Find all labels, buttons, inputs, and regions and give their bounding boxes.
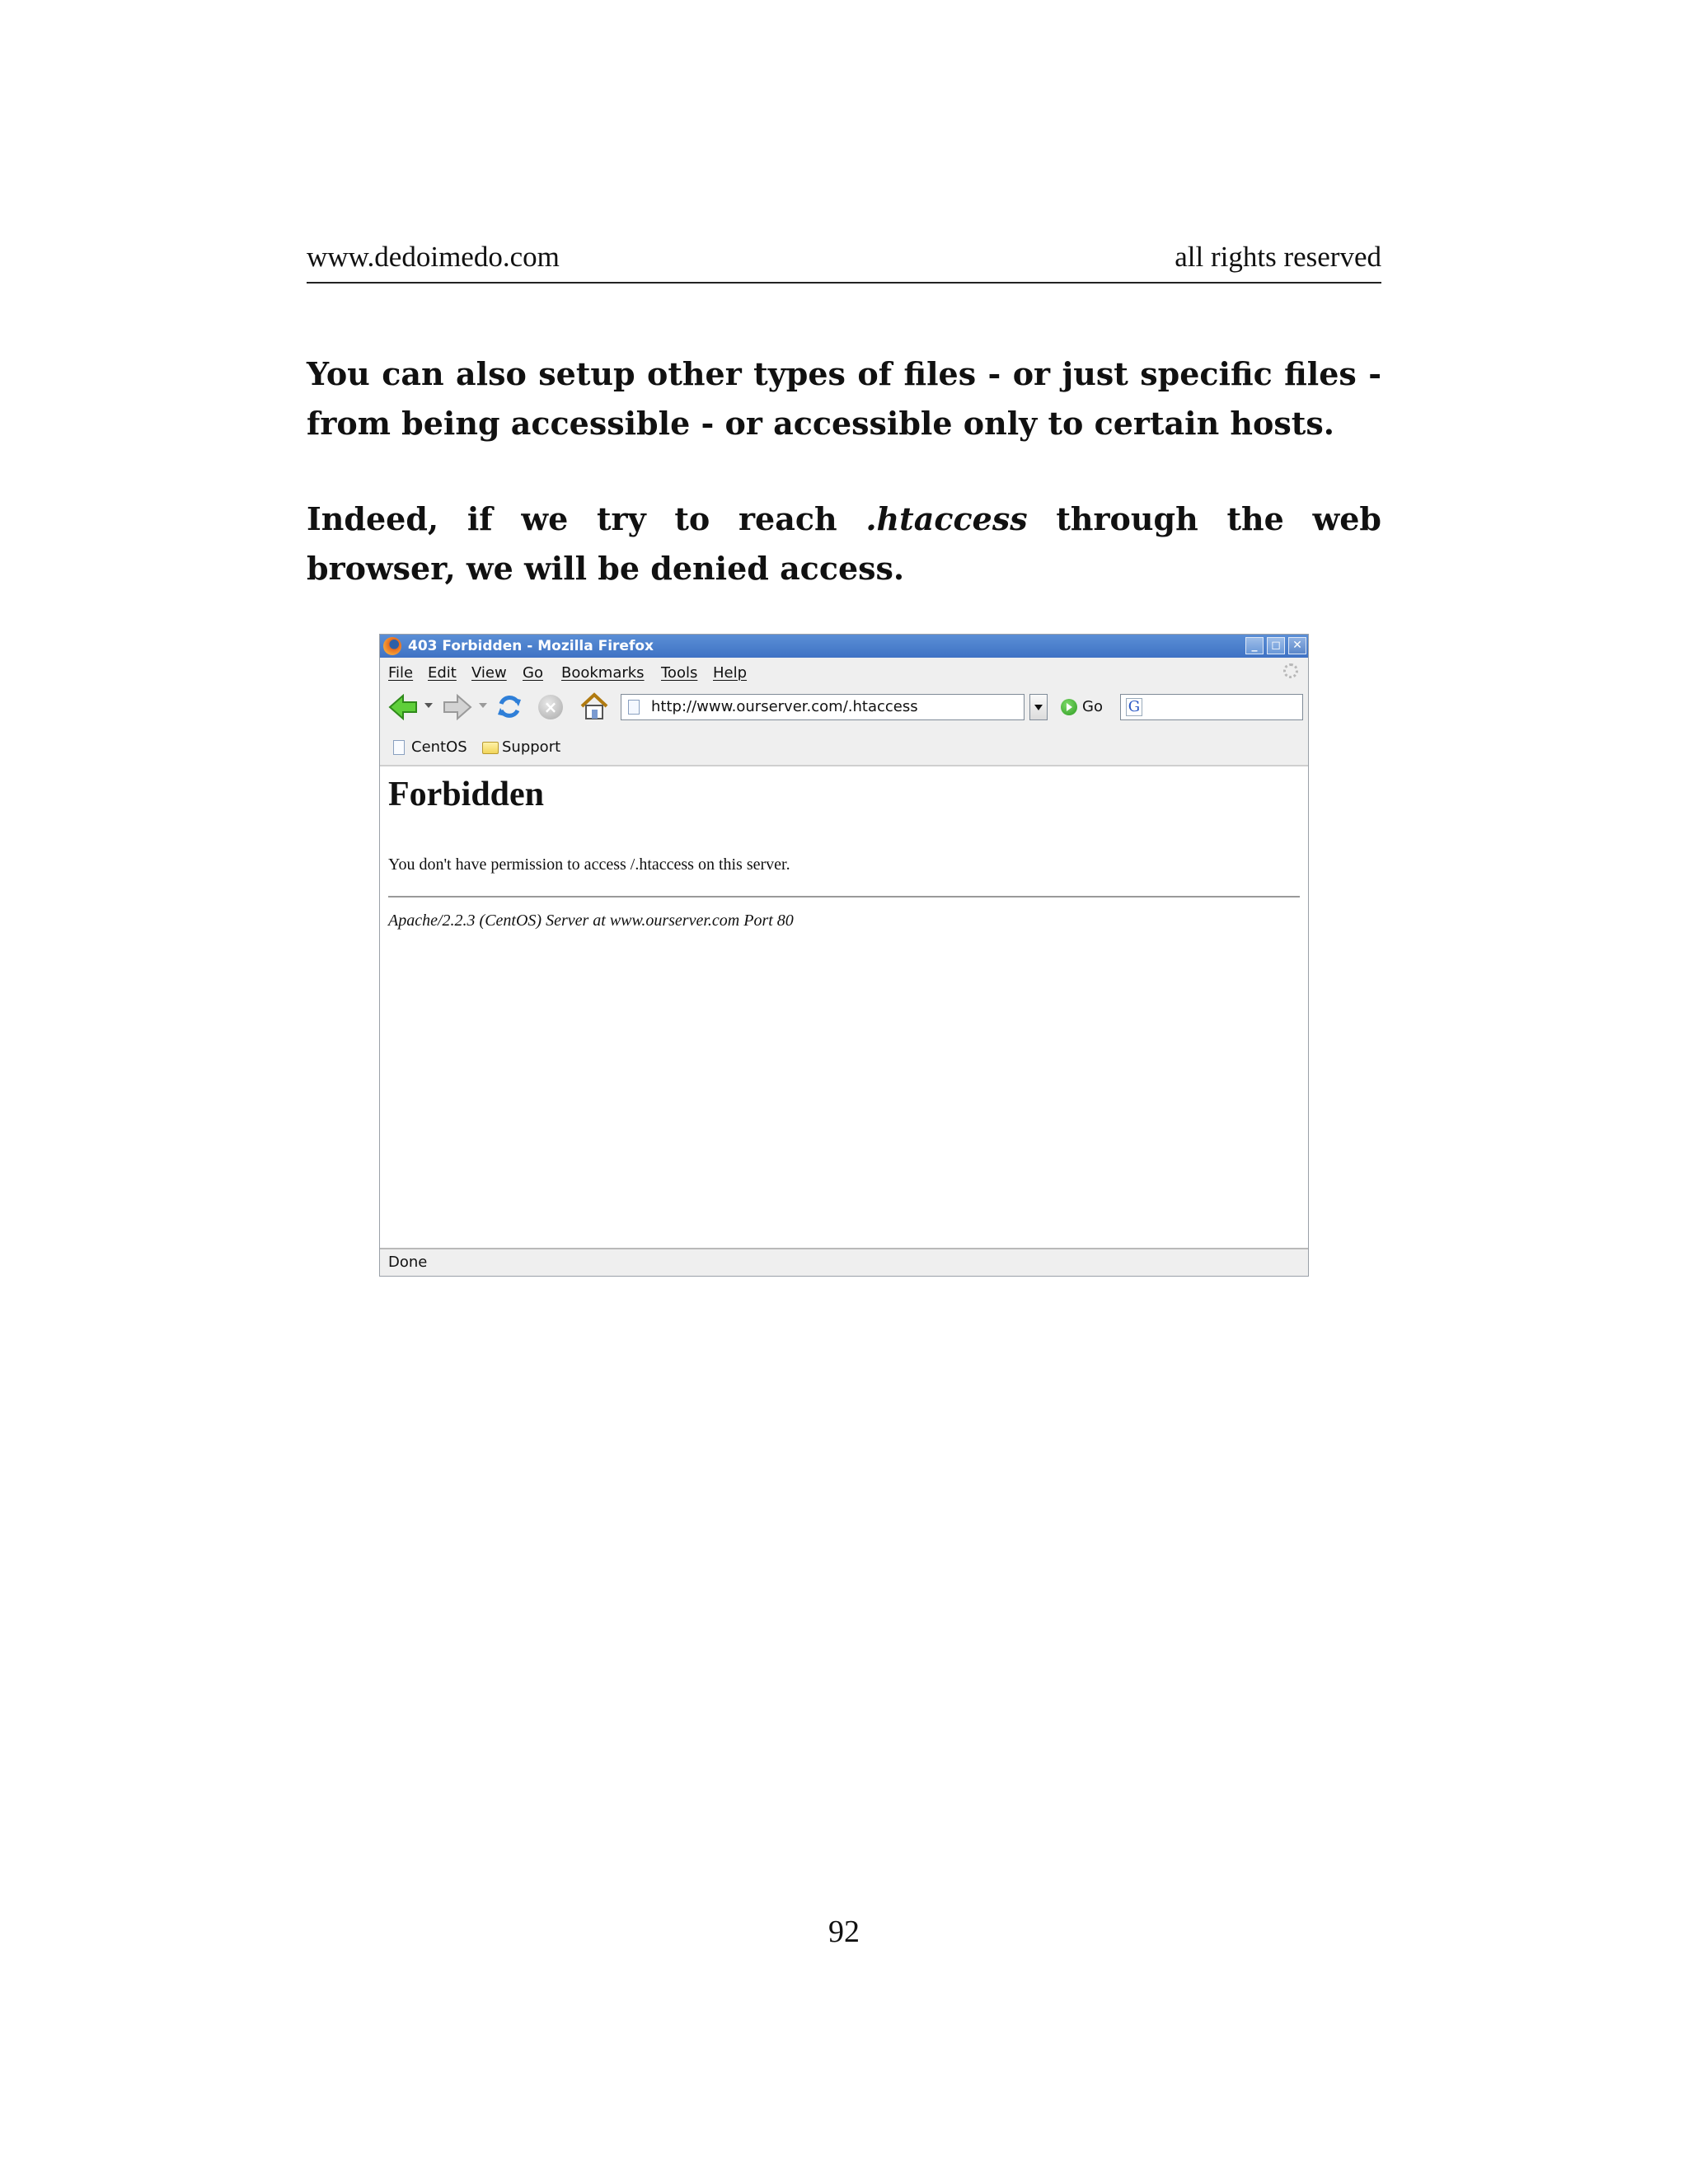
paragraph-file-types: You can also setup other types of files - or just specific files - from being accessible - or accessible only to certain hosts.: [307, 355, 1381, 442]
page-number: 92: [828, 1915, 860, 1949]
window-titlebar[interactable]: [380, 635, 1308, 658]
menu-edit[interactable]: Edit: [428, 664, 457, 682]
horizontal-rule: [388, 896, 1300, 898]
running-header: [307, 241, 1381, 284]
search-box[interactable]: [1120, 694, 1303, 720]
google-search-engine-icon[interactable]: G: [1126, 698, 1142, 716]
paragraph-denied-access: [307, 494, 1381, 593]
htaccess-emphasis: .htaccess: [865, 500, 1028, 537]
header-site: www.dedoimedo.com: [307, 241, 560, 273]
menu-bar: [380, 658, 1308, 686]
menu-view[interactable]: View: [471, 664, 507, 682]
bookmark-page-icon: [393, 740, 405, 755]
status-bar: [380, 1248, 1308, 1276]
bookmark-label: Support: [502, 738, 561, 756]
bookmark-label: CentOS: [411, 738, 467, 756]
forbidden-message: You don't have permission to access /.htaccess on this server.: [388, 855, 790, 874]
url-text[interactable]: http://www.ourserver.com/.htaccess: [651, 698, 918, 715]
reload-icon[interactable]: [495, 693, 523, 721]
url-bar[interactable]: [621, 694, 1025, 720]
menu-bookmarks[interactable]: Bookmarks: [561, 664, 645, 682]
bookmark-support[interactable]: [482, 738, 573, 758]
bookmark-folder-icon: [482, 742, 499, 754]
paragraph-text-before: Indeed, if we try to reach: [307, 500, 866, 537]
maximize-button[interactable]: ◻: [1267, 637, 1285, 654]
browser-screenshot: [379, 634, 1309, 1277]
forward-history-dropdown-icon[interactable]: [479, 703, 487, 708]
navigation-toolbar: [380, 686, 1308, 729]
bookmarks-toolbar: [380, 729, 1308, 766]
menu-tools[interactable]: Tools: [661, 664, 698, 682]
header-rights: all rights reserved: [1175, 241, 1381, 273]
page-heading: Forbidden: [388, 776, 545, 813]
paragraph-text-after: through the web browser, we will be denied access.: [307, 500, 1381, 587]
page-icon: [628, 700, 640, 715]
menu-go[interactable]: Go: [523, 664, 543, 682]
menu-file[interactable]: File: [388, 664, 414, 682]
server-signature: Apache/2.2.3 (CentOS) Server at www.ourserver.com Port 80: [388, 912, 794, 930]
back-history-dropdown-icon[interactable]: [424, 703, 433, 708]
back-arrow-icon[interactable]: [388, 694, 418, 720]
firefox-logo-icon: [383, 637, 401, 655]
page-content: [380, 766, 1308, 1244]
go-label: Go: [1082, 698, 1103, 715]
forward-arrow-icon[interactable]: [443, 694, 472, 720]
go-arrow-icon: [1061, 699, 1077, 715]
bookmark-centos[interactable]: [392, 738, 474, 758]
window-title: 403 Forbidden - Mozilla Firefox: [408, 638, 654, 654]
menu-help[interactable]: Help: [713, 664, 748, 682]
status-text: Done: [388, 1254, 428, 1271]
stop-icon[interactable]: ×: [538, 695, 563, 719]
close-button[interactable]: ✕: [1288, 637, 1306, 654]
home-icon[interactable]: [579, 692, 609, 720]
throbber-icon: [1283, 663, 1298, 678]
minimize-button[interactable]: _: [1245, 637, 1264, 654]
url-history-dropdown-button[interactable]: [1029, 694, 1048, 720]
